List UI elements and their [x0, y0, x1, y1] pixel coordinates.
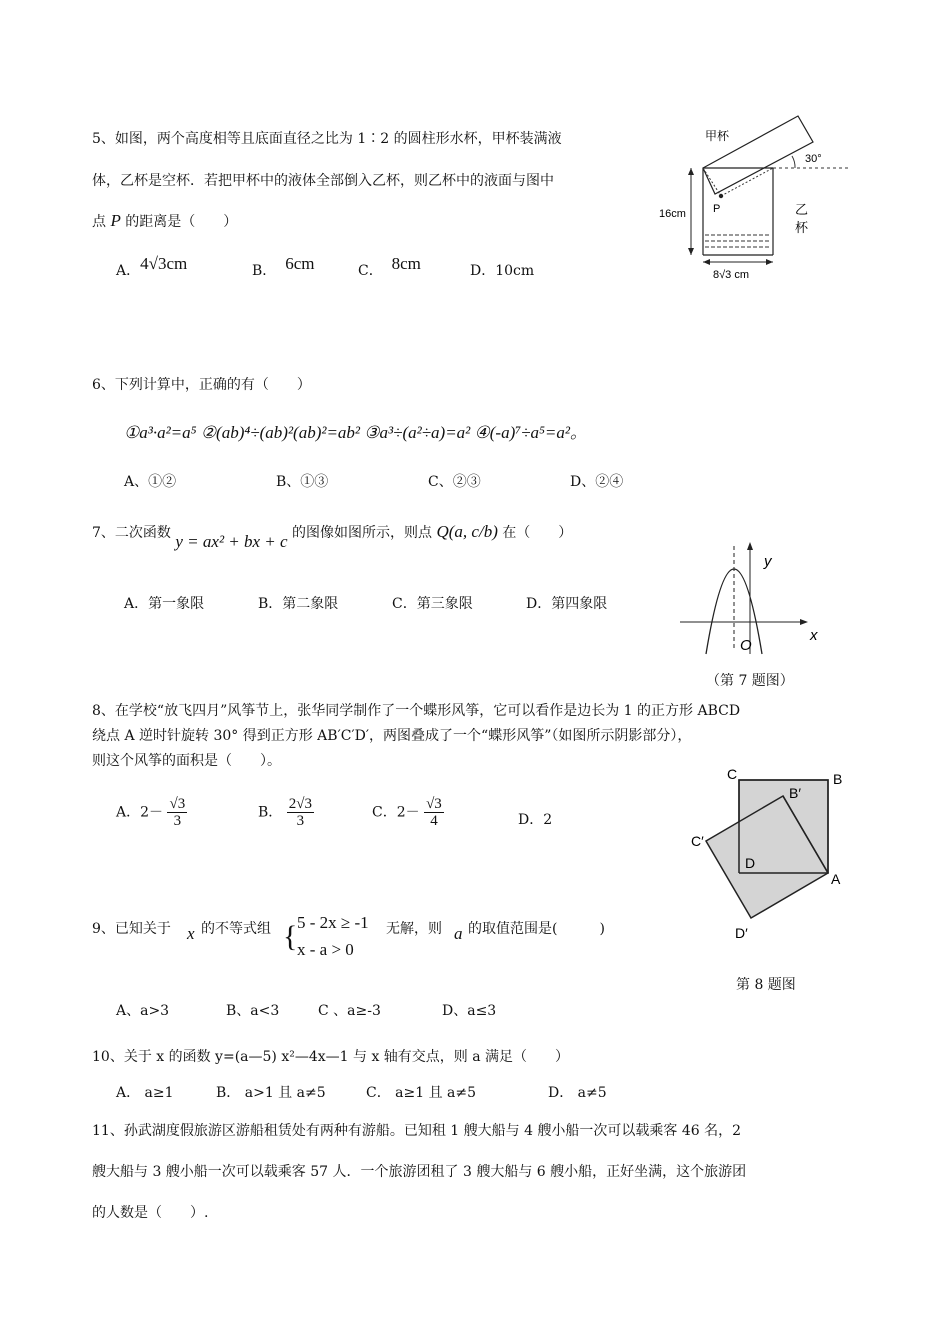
q5-option-a	[116, 254, 188, 280]
q11-line1: 11、孙武湖度假旅游区游船租赁处有两种有游船。已知租 1 艘大船与 4 艘小船一次可以载乘客 46 名，2	[92, 1123, 742, 1139]
q7-y-axis-arrow	[747, 542, 753, 550]
q10-option-d: D． a≠5	[548, 1085, 607, 1101]
q7-point: Q(a, c/b)	[436, 522, 498, 541]
q8-option-a	[116, 796, 187, 829]
label-c-prime: C′	[691, 833, 704, 849]
label-b: B	[833, 771, 843, 787]
q8-c-denominator: 4	[430, 813, 438, 829]
label-c: C	[727, 766, 738, 782]
q6-stem: 6、下列计算中，正确的有（ ）	[92, 377, 311, 393]
q8-b-numerator: 2√3	[288, 796, 312, 812]
q7-stem-b: 的图像如图所示，则点	[292, 525, 433, 541]
q9-option-c: C 、a≥-3	[318, 1003, 381, 1019]
q7-option-d: D．第四象限	[526, 596, 608, 612]
q8-option-c	[372, 796, 444, 829]
q5-point-p-dot	[719, 194, 723, 198]
q7-stem-c: 在（ ）	[502, 525, 573, 541]
cup-a-label: 甲杯	[705, 129, 730, 143]
q5-line3	[92, 211, 237, 231]
q7-x-axis-arrow	[800, 619, 808, 625]
q7-stem	[92, 522, 573, 551]
q7-axis-x-label: x	[810, 627, 818, 644]
q5-option-c-label: C．	[358, 263, 383, 279]
q8-a-numerator: √3	[169, 796, 186, 812]
q7-axis-y-label: y	[764, 553, 772, 570]
q5-width-label: 8√3 cm	[713, 269, 749, 281]
q5-option-b-value: 6cm	[285, 254, 315, 273]
q7-origin-label: O	[740, 637, 752, 654]
q7-caption: （第 7 题图）	[706, 673, 794, 689]
q5-height-arrow-top	[688, 168, 694, 175]
q11-line3: 的人数是（ ）.	[92, 1205, 209, 1221]
q7-option-c: C．第三象限	[392, 596, 473, 612]
q8-option-b	[258, 796, 314, 829]
q7-stem-a: 7、二次函数	[92, 525, 171, 541]
q8-kite-figure	[685, 760, 860, 945]
q5-option-b-label: B．	[252, 263, 277, 279]
q5-cups-figure	[655, 110, 855, 285]
cup-b-label-1: 乙	[795, 202, 809, 217]
q10-option-a: A． a≥1	[116, 1085, 174, 1101]
q5-line2: 体，乙杯是空杯．若把甲杯中的液体全部倒入乙杯，则乙杯中的液面与图中	[92, 173, 554, 189]
cup-b-label-2: 杯	[795, 220, 809, 235]
label-d: D	[745, 855, 756, 871]
q8-option-a-label: A．2－	[116, 804, 164, 821]
q10-option-c: C． a≥1 且 a≠5	[366, 1085, 477, 1101]
q6-expression: ①a³·a²=a⁵ ②(ab)⁴÷(ab)²(ab)²=ab² ③a³÷(a²÷a)=a² ④(-a)⁷÷a⁵=a²。	[124, 423, 587, 442]
q5-option-a-value: 4√3cm	[140, 254, 188, 273]
q7-parabola-figure	[676, 536, 826, 656]
q6-option-c: C、②③	[428, 474, 481, 490]
q10-option-b: B． a>1 且 a≠5	[216, 1085, 326, 1101]
label-a: A	[831, 871, 841, 887]
q5-height-arrow-bottom	[688, 248, 694, 255]
q8-a-denominator: 3	[173, 813, 182, 829]
q6-option-b: B、①③	[276, 474, 329, 490]
q5-width-arrow-left	[703, 259, 710, 265]
q7-option-b: B．第二象限	[258, 596, 339, 612]
q8-option-b-label: B．	[258, 804, 283, 821]
q8-line3: 则这个风筝的面积是（ ）。	[92, 753, 281, 769]
q8-option-c-label: C．2－	[372, 804, 420, 821]
q5-option-b	[252, 254, 315, 280]
q9-option-b: B、a<3	[226, 1003, 280, 1019]
q9-option-a: A、a>3	[116, 1003, 170, 1019]
label-d-prime: D′	[735, 925, 748, 941]
q9-inequality-1: 5 - 2x ≥ -1	[297, 913, 369, 932]
q5-width-arrow-right	[766, 259, 773, 265]
q5-point-p-label: P	[713, 203, 721, 215]
label-b-prime: B′	[789, 785, 801, 801]
q5-angle-arc	[792, 156, 795, 168]
q7-option-a: A．第一象限	[124, 596, 205, 612]
q9-stem-d: 的取值范围是( )	[468, 921, 605, 937]
q8-line1: 8、在学校“放飞四月”风筝节上，张华同学制作了一个蝶形风筝，它可以看作是边长为 1 的正方形 ABCD	[92, 703, 741, 719]
q7-function: y = ax² + bx + c	[175, 532, 288, 551]
q5-angle-label: 30°	[805, 153, 822, 165]
q5-option-c	[358, 254, 421, 280]
q5-line1: 5、如图，两个高度相等且底面直径之比为 1∶2 的圆柱形水杯，甲杯装满液	[92, 131, 562, 147]
q9-option-d: D、a≤3	[442, 1003, 497, 1019]
q9-inequality-2: x - a > 0	[297, 940, 354, 959]
q5-option-c-value: 8cm	[391, 254, 421, 273]
q9-stem-c: 无解，则	[386, 921, 442, 937]
q6-option-a: A、①②	[124, 474, 177, 490]
q11-line2: 艘大船与 3 艘小船一次可以载乘客 57 人．一个旅游团租了 3 艘大船与 6 艘小船，正好坐满，这个旅游团	[92, 1164, 747, 1180]
q9-var-x: x	[187, 924, 195, 943]
q5-point-p: P	[110, 211, 121, 230]
q8-option-c-fraction	[424, 796, 444, 829]
q8-caption: 第 8 题图	[736, 977, 796, 993]
q9-stem-b: 的不等式组	[201, 921, 271, 937]
q9-var-a: a	[454, 924, 463, 943]
q8-option-a-fraction	[167, 796, 187, 829]
q10-stem: 10、关于 x 的函数 y=(a—5) x²—4x—1 与 x 轴有交点，则 a 满足（ ）	[92, 1049, 570, 1065]
q8-option-d: D．2	[518, 812, 553, 828]
q8-option-b-fraction	[287, 796, 314, 829]
q6-option-d: D、②④	[570, 474, 624, 490]
cup-a-shape	[703, 116, 813, 194]
q5-option-a-label: A．	[116, 263, 141, 279]
q5-line3a: 点	[92, 214, 106, 230]
q9-brace: {	[283, 920, 298, 953]
q9-stem-a: 9、已知关于	[92, 921, 171, 937]
q8-b-denominator: 3	[296, 813, 305, 829]
q8-line2: 绕点 A 逆时针旋转 30° 得到正方形 AB′C′D′，两图叠成了一个“蝶形风筝”（如图所示阴影部分），	[92, 728, 692, 744]
q5-option-d: D．10cm	[470, 263, 535, 279]
q5-height-label: 16cm	[659, 208, 686, 220]
q8-c-numerator: √3	[426, 796, 442, 812]
q5-line3b: 的距离是（ ）	[125, 214, 238, 230]
